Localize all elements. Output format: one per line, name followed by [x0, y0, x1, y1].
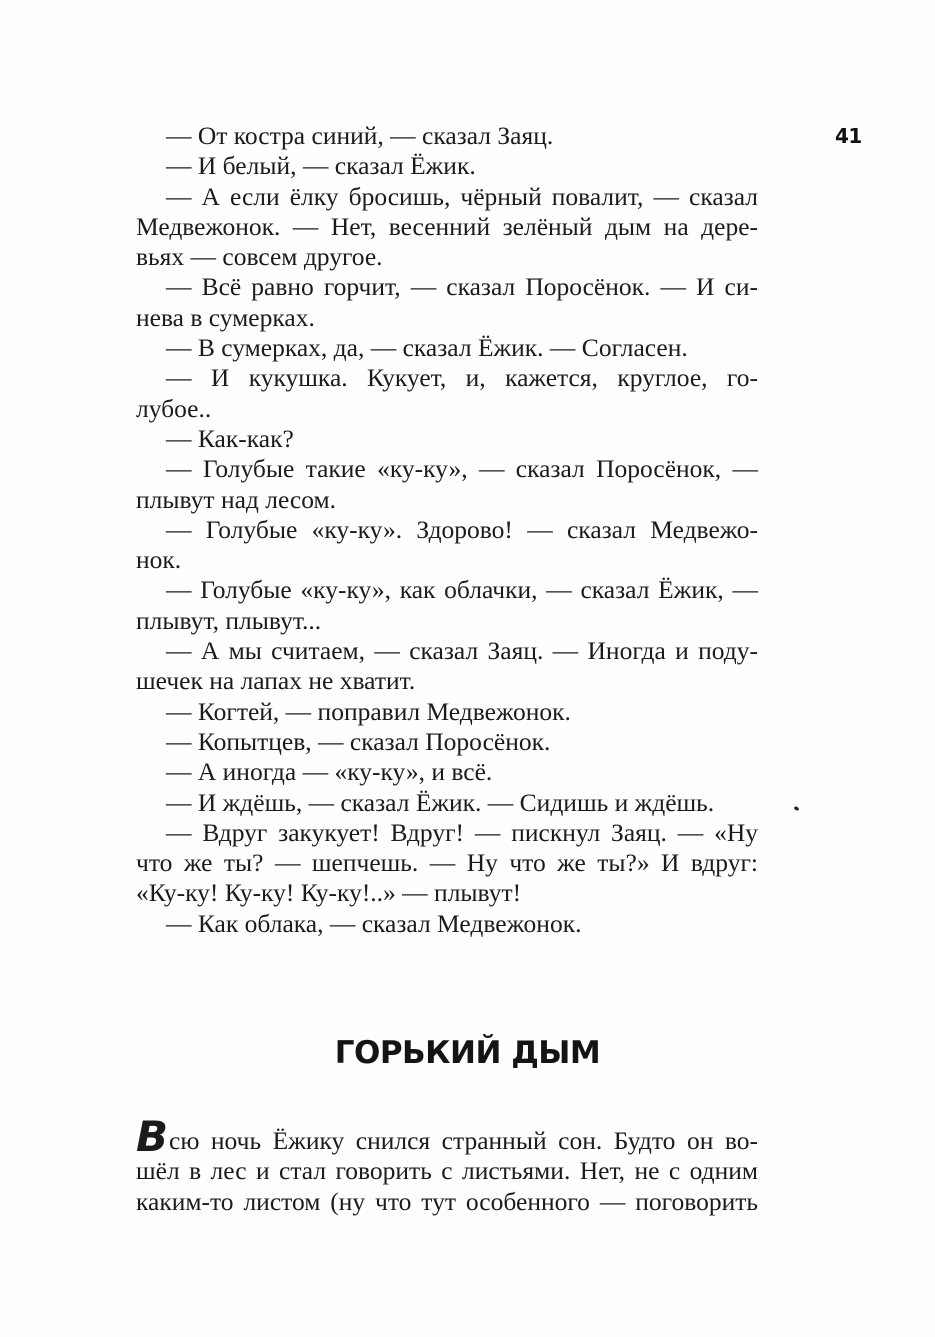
story-line: шёл в лес и стал говорить с листьями. Нет, не с одним	[136, 1156, 758, 1186]
text-line: плывут, плывут...	[136, 605, 322, 635]
text-line: — Как облака, — сказал Медвежонок.	[166, 908, 582, 938]
text-line: — Когтей, — поправил Медвежонок.	[166, 696, 571, 726]
text-line: что же ты? — шепчешь. — Ну что же ты?» И вдруг:	[136, 848, 758, 878]
text-line: — Копытцев, — сказал Поросёнок.	[166, 726, 551, 756]
text-line: — А иногда — «ку-ку», и всё.	[166, 757, 493, 787]
story-line: каким-то листом (ну что тут особенного — поговорить	[136, 1186, 758, 1216]
text-line: — А мы считаем, — сказал Заяц. — Иногда и поду-	[166, 636, 758, 666]
text-line: нок.	[136, 545, 182, 575]
text-line: вьях — совсем другое.	[136, 242, 383, 272]
text-line: — И белый, — сказал Ёжик.	[166, 151, 476, 181]
ink-mark	[793, 806, 799, 812]
text-line: — Голубые «ку-ку». Здорово! — сказал Медвежо-	[166, 514, 758, 544]
text-line: — От костра синий, — сказал Заяц.	[166, 121, 554, 150]
text-line: — Вдруг закукует! Вдруг! — пискнул Заяц. — «Ну	[166, 817, 758, 847]
text-line: — Голубые «ку-ку», как облачки, — сказал Ёжик, —	[166, 575, 758, 605]
text-line: — А если ёлку бросишь, чёрный повалит, — сказал	[166, 181, 758, 211]
text-line: — И ждёшь, — сказал Ёжик. — Сидишь и ждёшь.	[166, 787, 715, 817]
text-line: «Ку-ку! Ку-ку! Ку-ку!..» — плывут!	[136, 878, 522, 908]
text-line: — Как-как?	[166, 423, 294, 453]
text-line: — И кукушка. Кукует, и, кажется, круглое, го-	[166, 363, 758, 393]
section-title: ГОРЬКИЙ ДЫМ	[334, 1035, 601, 1071]
text-line: нева в сумерках.	[136, 302, 315, 332]
text-line: — Всё равно горчит, — сказал Поросёнок. — И си-	[166, 272, 758, 302]
text-line: лубое..	[136, 393, 212, 423]
story-text	[136, 1112, 758, 1217]
text-line: шечек на лапах не хватит.	[136, 666, 416, 696]
text-line: — Голубые такие «ку-ку», — сказал Поросёнок, —	[166, 454, 758, 484]
drop-cap: В	[136, 1112, 169, 1161]
story-first-line-text: сю ночь Ёжику снился странный сон. Будто он во-	[169, 1126, 758, 1155]
text-line: плывут над лесом.	[136, 484, 337, 514]
dialogue-text	[136, 121, 758, 939]
text-line: Медвежонок. — Нет, весенний зелёный дым на дере-	[136, 211, 758, 241]
text-line: — В сумерках, да, — сказал Ёжик. — Согласен.	[166, 333, 688, 363]
story-first-line	[136, 1112, 758, 1161]
page-number: 41	[835, 124, 862, 148]
